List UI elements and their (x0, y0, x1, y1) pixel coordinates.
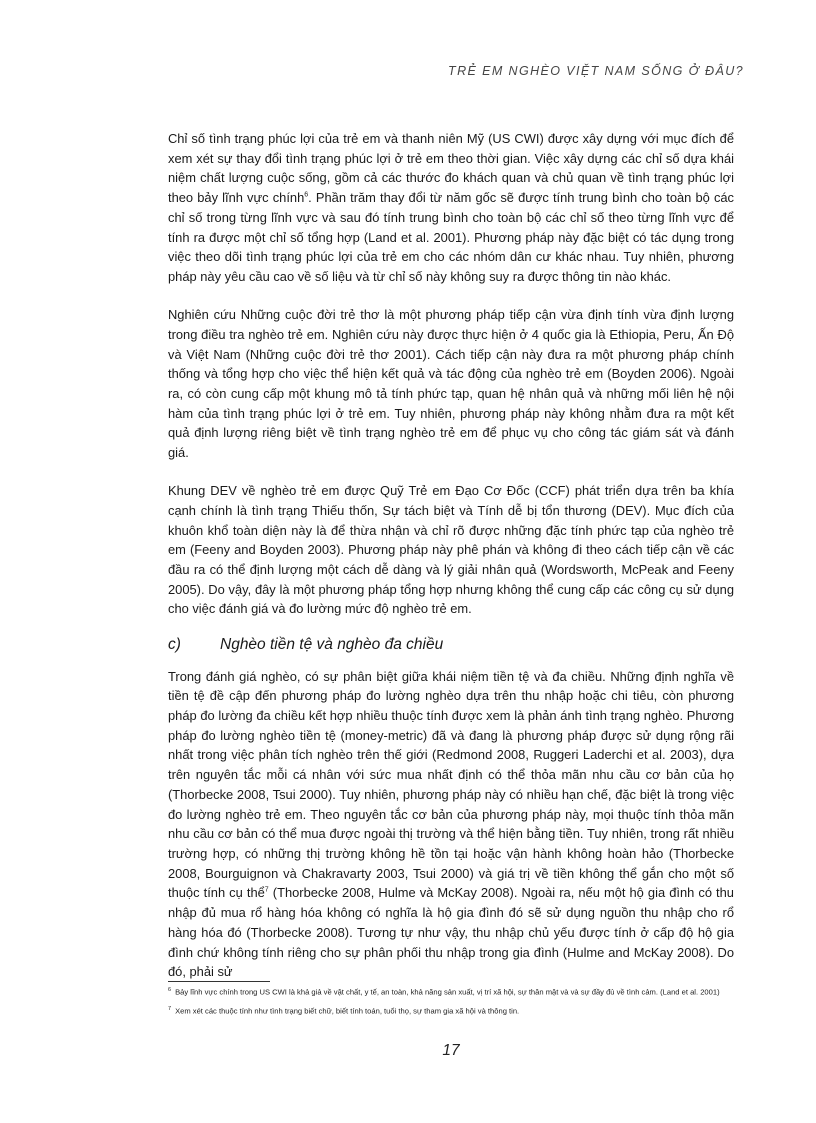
section-title: Nghèo tiền tệ và nghèo đa chiều (220, 635, 444, 653)
section-heading (168, 634, 734, 656)
footnote-ref[interactable]: 6 (304, 191, 309, 199)
paragraph-dev-framework: Khung DEV về nghèo trẻ em được Quỹ Trẻ em Đạo Cơ Đốc (CCF) phát triển dựa trên ba khía cạnh chính là tình trạng Thiếu thốn, Sự tách biệt và Tính dễ bị tổn thương (DEV). Mục đích của khuôn khổ toàn diện này là để thừa nhận và chỉ rõ được những đặc tính phức tạp của nghèo trẻ em (Feeny and Boyden 2003). Phương pháp này phê phán và không đi theo cách tiếp cận về các đầu ra có thể định lượng một cách dễ dàng và lý giải nhân quả (Wordsworth, McPeak and Feeny 2005). Do vậy, đây là một phương pháp tổng hợp nhưng không thể cung cấp các công cụ sử dụng cho việc đánh giá và đo lường mức độ nghèo trẻ em. (168, 483, 734, 617)
paragraph-monetary-poverty (168, 667, 734, 982)
paragraph-young-lives: Nghiên cứu Những cuộc đời trẻ thơ là một phương pháp tiếp cận vừa định tính vừa định lượng trong điều tra nghèo trẻ em. Nghiên cứu này được thực hiện ở 4 quốc gia là Ethiopia, Peru, Ấn Độ và Việt Nam (Những cuộc đời trẻ thơ 2001). Cách tiếp cận này đưa ra một phương pháp chính thống và tổng hợp cho việc thể hiện kết quả và tác động của nghèo trẻ em (Boyden 2006). Ngoài ra, có còn cung cấp một khung mô tả tính phức tạp, quan hệ nhân quả và những mối liên hệ nội hàm của tình trạng phúc lợi ở trẻ em. Tuy nhiên, phương pháp này không nhằm đưa ra một kết quả định lượng riêng biệt về tình trạng nghèo trẻ em để phục vụ cho công tác giám sát và đánh giá. (168, 307, 734, 461)
footnote-ref[interactable]: 7 (264, 887, 269, 895)
footnote-divider (168, 981, 270, 982)
running-header: TRẺ EM NGHÈO VIỆT NAM SỐNG Ở ĐÂU? (448, 64, 744, 78)
page-number: 17 (442, 1042, 460, 1059)
body-text (168, 129, 734, 1000)
paragraph-us-cwi (168, 129, 734, 287)
footnote-text: Xem xét các thuộc tính như tình trạng biết chữ, biết tính toán, tuổi thọ, sự tham gia xã hội và thông tin. (175, 1006, 520, 1016)
paragraph-text: Trong đánh giá nghèo, có sự phân biệt giữa khái niệm tiền tệ và đa chiều. Những định nghĩa về tiền tệ đề cập đến phương pháp đo lường nghèo dựa trên thu nhập hoặc chi tiêu, còn phương pháp đo lường đa chiều kết hợp nhiều thuộc tính được xem là phản ánh tình trạng nghèo. Phương pháp đo lường nghèo tiền tệ (money-metric) đã và đang là phương pháp được sử dụng rộng rãi nhất trong việc phân tích nghèo trên thế giới (Redmond 2008, Ruggeri Laderchi et al. 2003), dựa trên nguyên tắc mỗi cá nhân với sức mua nhất định có thể thỏa mãn nhu cầu cơ bản của họ (Thorbecke 2008, Tsui 2000). Tuy nhiên, phương pháp này có nhiều hạn chế, đặc biệt là trong việc đo lường nghèo trẻ em. Theo nguyên tắc cơ bản của phương pháp này, mọi thuộc tính thỏa mãn nhu cầu cơ bản có thể mua được ngoài thị trường và thể hiện bằng tiền. Tuy nhiên, trong rất nhiều trường hợp, có những thị trường không hề tồn tại hoặc vận hành không hoàn hảo (Thorbecke 2008, Bourguignon và Chakravarty 2003, Tsui 2000) và giá trị về tiền không thể gắn cho một số thuộc tính cụ thể (168, 668, 734, 901)
footnote-mark: 6 (168, 987, 172, 993)
footnotes (168, 985, 734, 1023)
footnote-6 (168, 985, 734, 998)
footnote-mark: 7 (168, 1006, 172, 1013)
footnote-7 (168, 1004, 734, 1017)
paragraph-text: (Thorbecke 2008, Hulme và McKay 2008). Ngoài ra, nếu một hộ gia đình có thu nhập đủ mua rổ hàng hóa không có nghĩa là hộ gia đình đó sẽ sử dụng nguồn thu nhập cho rổ hàng hóa đó (Thorbecke 2008). Tương tự như vậy, thu nhập chủ yếu được tính ở cấp độ hộ gia đình chứ không tính riêng cho sự phân phối thu nhập trong gia đình (Hulme and McKay 2008). Do đó, phải sử (168, 885, 734, 980)
section-number: c) (168, 635, 181, 653)
paragraph-text: . Phần trăm thay đổi từ năm gốc sẽ được tính trung bình cho toàn bộ các chỉ số trong từng lĩnh vực và sau đó tính trung bình cho toàn bộ các chỉ số theo từng lĩnh vực để tính ra được một chỉ số tổng hợp (Land et al. 2001). Phương pháp này đặc biệt có tác dụng trong việc theo dõi tình trạng phúc lợi của trẻ em cho các nhóm dân cư khác nhau. Tuy nhiên, phương pháp này yêu cầu cao về số liệu và từ chỉ số này không suy ra được thông tin nào khác. (168, 190, 734, 284)
footnote-text: Bảy lĩnh vực chính trong US CWI là khả giả về vật chất, y tế, an toàn, khả năng sản xuất, vị trí xã hội, sự thân mật và và sự đầy đủ về tình cảm. (Land et al. 2001) (175, 987, 720, 997)
paragraph-text: Chỉ số tình trạng phúc lợi của trẻ em và thanh niên Mỹ (US CWI) được xây dựng với mục đích để xem xét sự thay đổi tình trạng phúc lợi ở trẻ em theo thời gian. Việc xây dựng các chỉ số dựa khái niệm chất lượng cuộc sống, gồm cả các thước đo khách quan và chủ quan về tình trạng phúc lợi theo bảy lĩnh vực chính (168, 131, 734, 206)
